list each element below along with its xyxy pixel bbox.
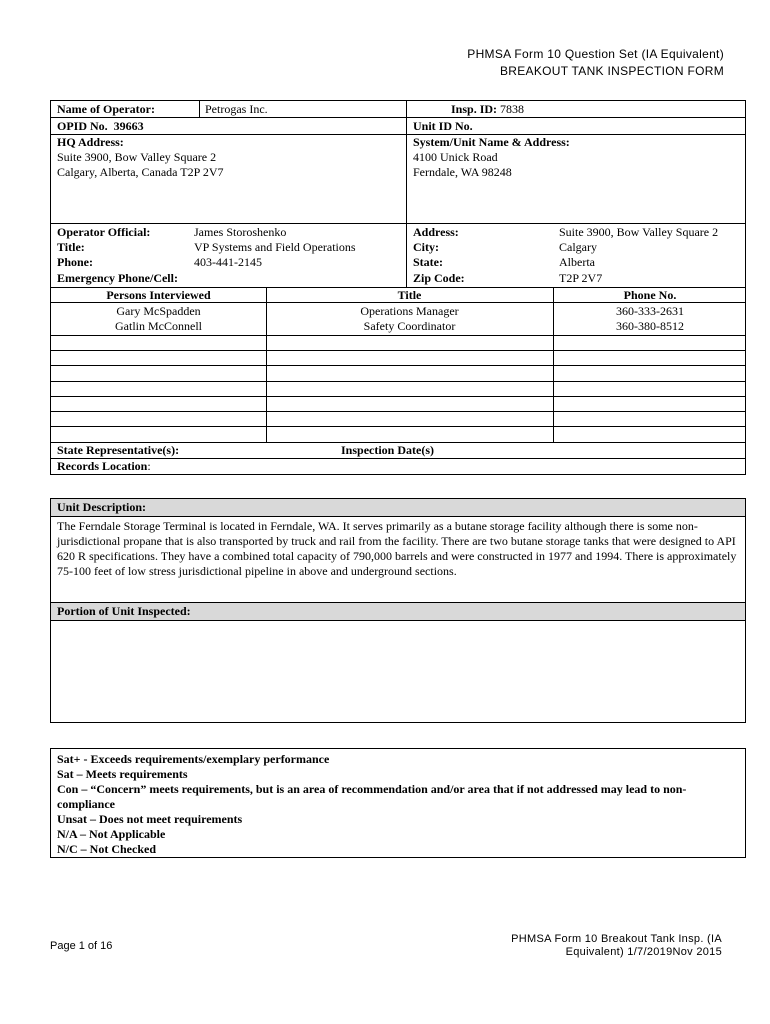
opid-label — [57, 119, 144, 134]
person-name: Gary McSpadden — [116, 304, 201, 318]
records-location-label: Records Location — [57, 459, 148, 473]
emergency-label: Emergency Phone/Cell: — [57, 271, 178, 285]
phone-label: Phone: — [57, 255, 93, 269]
address-label: Address: — [413, 225, 459, 239]
state-label: State: — [413, 255, 443, 269]
page-number: Page 1 of 16 — [50, 940, 113, 952]
title-value: VP Systems and Field Operations — [194, 240, 356, 254]
form-subtitle: BREAKOUT TANK INSPECTION FORM — [499, 64, 724, 78]
footer-line1: PHMSA Form 10 Breakout Tank Insp. (IA — [511, 933, 722, 945]
person-phone: 360-380-8512 — [616, 319, 684, 333]
system-unit-line2: Ferndale, WA 98248 — [413, 165, 512, 179]
official-label: Operator Official: — [57, 225, 151, 239]
state-rep-label: State Representative(s): — [57, 443, 180, 457]
divider — [51, 458, 745, 459]
unit-description-label: Unit Description: — [51, 499, 745, 517]
state-value: Alberta — [559, 255, 595, 269]
zip-label: Zip Code: — [413, 271, 465, 285]
zip-value: T2P 2V7 — [559, 271, 603, 285]
table-row-line — [51, 396, 745, 397]
title-header: Title — [397, 288, 422, 302]
form-title: PHMSA Form 10 Question Set (IA Equivalent) — [467, 47, 724, 61]
hq-address-label: HQ Address: — [57, 135, 124, 149]
insp-id — [451, 102, 524, 117]
divider — [51, 134, 745, 135]
person-name: Gatlin McConnell — [115, 319, 202, 333]
records-location-colon: : — [147, 459, 151, 473]
form-header — [467, 46, 724, 80]
legend-item: Sat – Meets requirements — [57, 767, 188, 781]
opid-value: 39663 — [113, 119, 144, 133]
phone-header: Phone No. — [623, 288, 677, 302]
footer-form-info — [511, 933, 722, 959]
legend-item: Sat+ - Exceeds requirements/exemplary performance — [57, 752, 330, 766]
insp-id-value: 7838 — [500, 102, 525, 116]
table-row-line — [51, 411, 745, 412]
legend-item: N/C – Not Checked — [57, 842, 156, 856]
insp-id-label: Insp. ID: — [451, 102, 498, 116]
system-unit-line1: 4100 Unick Road — [413, 150, 498, 164]
divider — [51, 223, 745, 224]
address-value: Suite 3900, Bow Valley Square 2 — [559, 225, 719, 239]
title-label: Title: — [57, 240, 85, 254]
legend-item: N/A – Not Applicable — [57, 827, 166, 841]
divider — [51, 117, 745, 118]
portion-inspected-label: Portion of Unit Inspected: — [51, 602, 745, 621]
person-phone: 360-333-2631 — [616, 304, 684, 318]
footer-line2: Equivalent) 1/7/2019Nov 2015 — [565, 946, 722, 958]
unit-description-text: The Ferndale Storage Terminal is located in Ferndale, WA. It serves primarily as a butane storage facility although there is some non-jurisdictional propane that is also transported by truck and rail from the facility. There are two butane storage tanks that were designed to API 620 R specifications. They have a combined total capacity of 790,000 barrels and were constructed in 1977 and 1994. There is approximately 75-100 feet of low stress jurisdictional pipeline in above and underground sections. — [57, 519, 737, 578]
phone-value: 403-441-2145 — [194, 255, 262, 269]
legend-item: Unsat – Does not meet requirements — [57, 812, 243, 826]
table-row-line — [51, 365, 745, 366]
divider — [406, 101, 407, 287]
person-title: Safety Coordinator — [363, 319, 456, 333]
person-title: Operations Manager — [360, 304, 459, 318]
divider — [199, 101, 200, 117]
hq-address-line1: Suite 3900, Bow Valley Square 2 — [57, 150, 217, 164]
official-value: James Storoshenko — [194, 225, 287, 239]
records-location — [57, 459, 151, 474]
operator-info-box — [50, 100, 746, 475]
persons-header: Persons Interviewed — [106, 288, 211, 302]
legend-item: Con – “Concern” meets requirements, but is an area of recommendation and/or area that if not addressed may lead to non-compliance — [57, 782, 687, 811]
table-row-line — [51, 350, 745, 351]
hq-address-line2: Calgary, Alberta, Canada T2P 2V7 — [57, 165, 224, 179]
operator-name-label: Name of Operator: — [57, 102, 155, 116]
table-row-line — [51, 426, 745, 427]
operator-name-value: Petrogas Inc. — [205, 102, 268, 116]
opid-label-text: OPID No. — [57, 119, 108, 133]
inspection-date-label: Inspection Date(s) — [341, 443, 434, 457]
rating-legend — [50, 748, 746, 858]
unit-description-box — [50, 498, 746, 723]
city-label: City: — [413, 240, 439, 254]
system-unit-label: System/Unit Name & Address: — [413, 135, 570, 149]
unit-id-label: Unit ID No. — [413, 119, 473, 133]
city-value: Calgary — [559, 240, 597, 254]
table-row-line — [51, 335, 745, 336]
table-row-line — [51, 381, 745, 382]
